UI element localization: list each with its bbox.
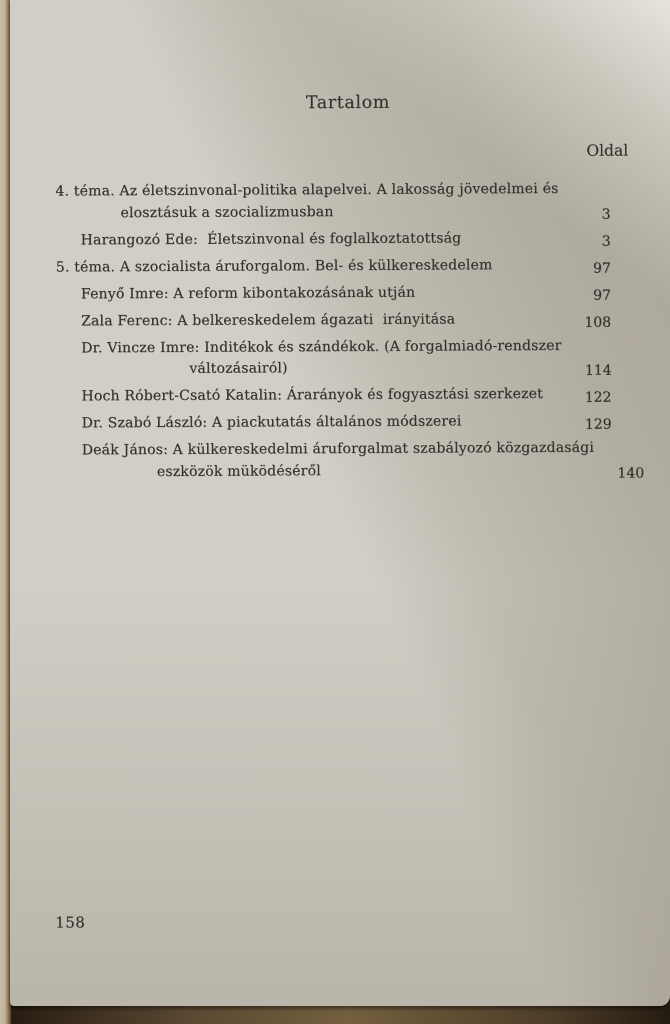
toc-entry xyxy=(56,335,611,381)
toc-entry xyxy=(56,308,611,332)
toc-page-number: 140 xyxy=(617,465,645,482)
toc-page-number: 129 xyxy=(584,416,612,433)
toc-entry xyxy=(57,411,612,435)
toc-entry-continuation: változásairól) xyxy=(189,360,288,377)
page-title: Tartalom xyxy=(305,92,391,114)
toc-page-number: 122 xyxy=(584,389,612,406)
toc-entry-text xyxy=(81,281,561,305)
toc-page-number: 3 xyxy=(601,206,611,223)
toc-entry-text xyxy=(81,335,562,381)
toc-entry xyxy=(56,384,611,408)
table-of-contents xyxy=(55,179,645,490)
toc-entry-line: Dr. Szabó László: A piackutatás általános módszerei xyxy=(81,413,462,432)
toc-entry-text xyxy=(81,384,561,408)
toc-entry-line: Deák János: A külkereskedelmi áruforgalmat szabályozó közgazdasági xyxy=(81,439,595,459)
toc-entry xyxy=(56,227,611,251)
toc-entry-continuation: eszközök müködéséről xyxy=(156,462,321,480)
page-column-header: Oldal xyxy=(586,141,629,160)
toc-page-number: 114 xyxy=(584,362,612,379)
toc-entry xyxy=(55,179,610,225)
toc-entry-text xyxy=(55,179,560,225)
toc-entry-text xyxy=(56,254,561,278)
toc-entry-line: Dr. Vincze Imre: Inditékok és szándékok. (A forgalmiadó-rendszer xyxy=(81,337,562,356)
toc-entry xyxy=(57,438,645,484)
toc-entry-line: Hoch Róbert-Csató Katalin: Árarányok és fogyasztási szerkezet xyxy=(81,386,544,405)
page-content xyxy=(7,0,670,1008)
toc-entry-text xyxy=(82,438,595,484)
folio-page-number: 158 xyxy=(55,913,86,932)
page xyxy=(10,0,670,1006)
toc-entry-line: 5. téma. A szocialista áruforgalom. Bel- és külkereskedelem xyxy=(55,256,493,276)
toc-page-number: 97 xyxy=(593,287,611,304)
toc-entry-text xyxy=(82,411,562,435)
toc-page-number: 97 xyxy=(592,260,611,277)
toc-entry-text xyxy=(81,227,561,251)
toc-entry-line: Zala Ferenc: A belkereskedelem ágazati irányitása xyxy=(81,310,456,329)
toc-entry-line: 4. téma. Az életszinvonal-politika alapelvei. A lakosság jövedelmei és xyxy=(55,180,559,200)
toc-entry-line: Fenyő Imre: A reform kibontakozásának utján xyxy=(80,284,416,302)
toc-entry-continuation: elosztásuk a szocializmusban xyxy=(120,203,334,221)
toc-entry xyxy=(56,281,611,305)
toc-page-number: 3 xyxy=(601,233,611,250)
toc-entry-text xyxy=(81,308,561,332)
toc-entry xyxy=(56,254,611,278)
toc-entry-line: Harangozó Ede: Életszinvonal és foglalkoztatottság xyxy=(80,229,462,248)
toc-page-number: 108 xyxy=(584,314,612,331)
